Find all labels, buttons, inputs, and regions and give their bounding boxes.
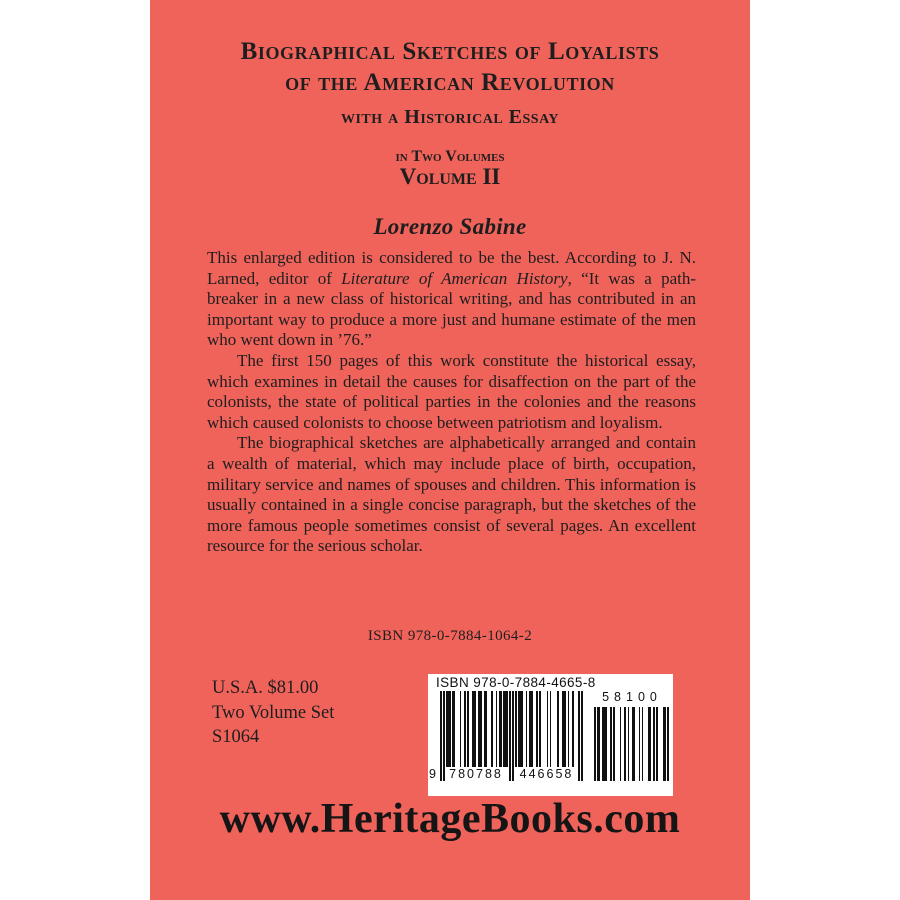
paragraph-text: , “It was a path-breaker in a new class of historical writing, and has contributed in an important way to produce a more just and humane estimate of the men who went down in ’76.” — [207, 268, 697, 350]
barcode-main — [429, 691, 583, 781]
publisher-website: www.HeritageBooks.com — [219, 796, 681, 842]
barcode-panel — [428, 674, 673, 796]
book-title-line-1: Biographical Sketches of Loyalists — [240, 38, 660, 65]
description-paragraph-2 — [207, 351, 696, 433]
set-note: Two Volume Set — [212, 702, 335, 723]
book-back-cover — [150, 0, 750, 900]
italic-book-reference: Literature of American History — [341, 268, 568, 288]
paragraph-text: The first 150 pages of this work constitute the historical essay, which examines in detail the causes for disaffection on the part of the colonists, the state of political parties in the colonies and the reasons which caused colonists to choose between patriotism and loyalism. — [207, 350, 696, 432]
barcode-lead-digit: 9 — [429, 767, 436, 781]
pricing-block — [212, 676, 334, 750]
price: U.S.A. $81.00 — [212, 678, 319, 698]
title-block — [150, 36, 750, 240]
description-block — [207, 248, 696, 557]
catalog-number: S1064 — [212, 727, 260, 747]
barcode-digits-group-2: 446658 — [515, 767, 578, 781]
volumes-note: in Two Volumes — [395, 148, 505, 165]
volume-number: Volume II — [399, 164, 501, 189]
book-title-line-2: of the American Revolution — [285, 69, 615, 96]
isbn-text-line: ISBN 978-0-7884-1064-2 — [367, 628, 533, 644]
description-paragraph-3 — [207, 433, 696, 557]
paragraph-text: This enlarged edition is considered to be the best. According to J. N. Larned, editor of — [207, 248, 696, 288]
description-paragraph-1 — [207, 248, 696, 351]
barcode-digits-group-1: 780788 — [445, 767, 508, 781]
author-name: Lorenzo Sabine — [373, 214, 527, 239]
book-subtitle: with a Historical Essay — [340, 106, 560, 128]
barcode-addon — [594, 691, 670, 781]
barcode-isbn-text: ISBN 978-0-7884-4665-8 — [436, 675, 596, 690]
barcode-addon-bars — [594, 707, 669, 781]
paragraph-text: The biographical sketches are alphabetically arranged and contain a wealth of material, which may include place of birth, occupation, military service and names of spouses and children. This information is usually contained in a single concise paragraph, but the sketches of the more famous people sometimes consist of several pages. An excellent resource for the serious scholar. — [207, 433, 696, 556]
barcode-addon-digits: 58100 — [602, 690, 662, 704]
